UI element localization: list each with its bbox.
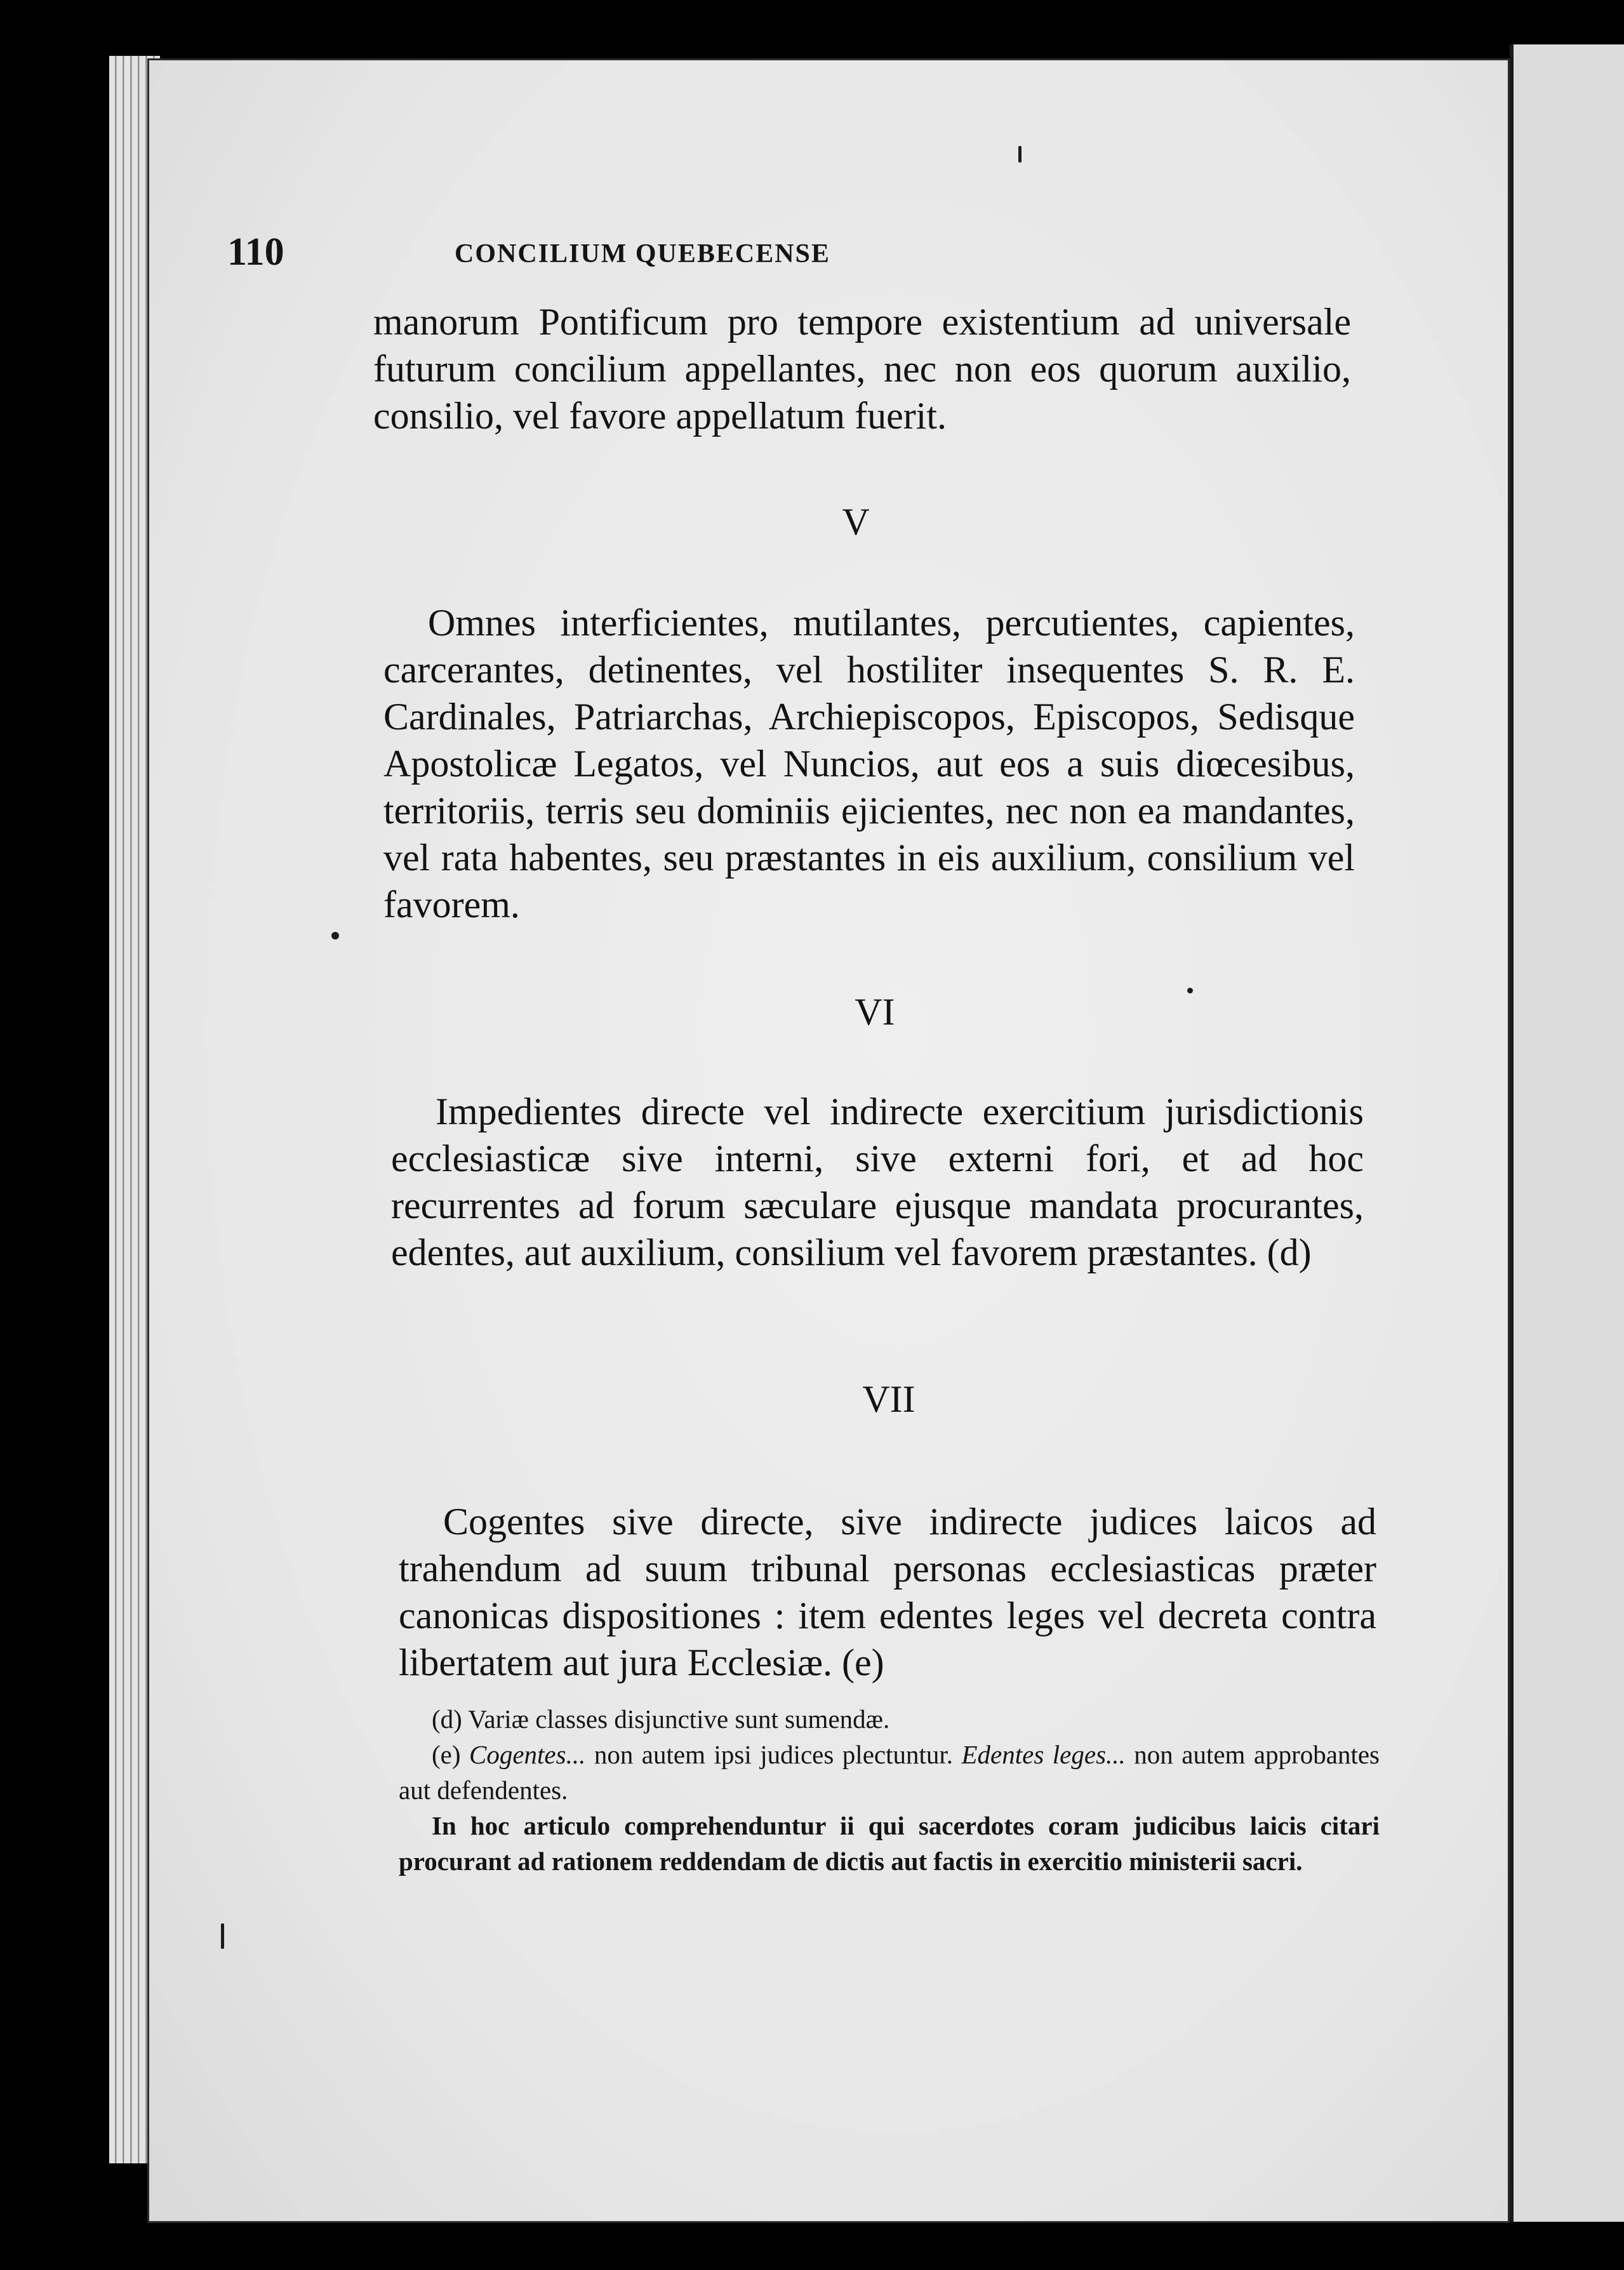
scan-speck [1187, 988, 1193, 993]
adjacent-page-edge [1510, 44, 1624, 2222]
page-number: 110 [227, 230, 284, 274]
continuation-paragraph [373, 298, 1351, 439]
page-header [227, 230, 1357, 287]
section-vi-text: Impedientes directe vel indirecte exercitium jurisdictionis ecclesiasticæ sive interni, sive externi fori, et ad hoc recurrentes ad forum sæculare ejusque mandata procurantes, edentes, aut auxilium, consilium vel favorem præstantes. (d) [391, 1091, 1364, 1273]
section-heading-v: V [842, 501, 870, 543]
footnote-e-term-edentes: Edentes leges... [961, 1740, 1126, 1769]
footnote-e-note: In hoc articulo comprehenduntur ii qui sacerdotes coram judicibus laicis citari procurant ad rationem reddendam de dictis aut factis in exercitio ministerii sacri. [399, 1811, 1380, 1876]
footnote-e-marker: (e) [432, 1740, 461, 1769]
section-vii-paragraph [399, 1498, 1376, 1686]
footnote-d [399, 1701, 1380, 1737]
section-v-paragraph [383, 599, 1355, 928]
footnote-e-text-2: non autem approbantes aut defendentes. [399, 1740, 1380, 1805]
footnote-e [399, 1737, 1380, 1808]
footnote-d-text: Variæ classes disjunctive sunt sumendæ. [468, 1704, 890, 1734]
continuation-text: manorum Pontificum pro tempore existentium ad universale futurum concilium appellantes, nec non eos quorum auxilio, consilio, vel favore appellatum fuerit. [373, 301, 1351, 437]
scan-speck [1018, 146, 1022, 163]
footnotes [399, 1701, 1380, 1879]
section-v-text: Omnes interficientes, mutilantes, percutientes, capientes, carcerantes, detinentes, vel hostiliter insequentes S. R. E. Cardinales, Patriarchas, Archiepiscopos, Episcopos, Sedisque Apostolicæ Legatos, vel Nuncios, aut eos a suis diœcesibus, territoriis, terris seu dominiis ejicientes, nec non ea mandantes, vel rata habentes, seu præstantes in eis auxilium, consilium vel favorem. [383, 602, 1355, 926]
footnote-e-term-cogentes: Cogentes... [469, 1740, 586, 1769]
section-vii-text: Cogentes sive directe, sive indirecte judices laicos ad trahendum ad suum tribunal personas ecclesiasticas præter canonicas dispositiones : item edentes leges vel decreta contra libertatem aut jura Ecclesiæ. (e) [399, 1501, 1376, 1683]
running-title: CONCILIUM QUEBECENSE [455, 239, 830, 269]
section-vi-paragraph [391, 1088, 1364, 1276]
scan-speck [221, 1923, 224, 1949]
footnote-d-marker: (d) [432, 1704, 462, 1734]
footnote-e-text-1: non autem ipsi judices plectuntur. [594, 1740, 954, 1769]
section-heading-vii: VII [862, 1378, 915, 1420]
section-heading-vi: VI [855, 991, 895, 1033]
scan-speck [331, 932, 339, 939]
